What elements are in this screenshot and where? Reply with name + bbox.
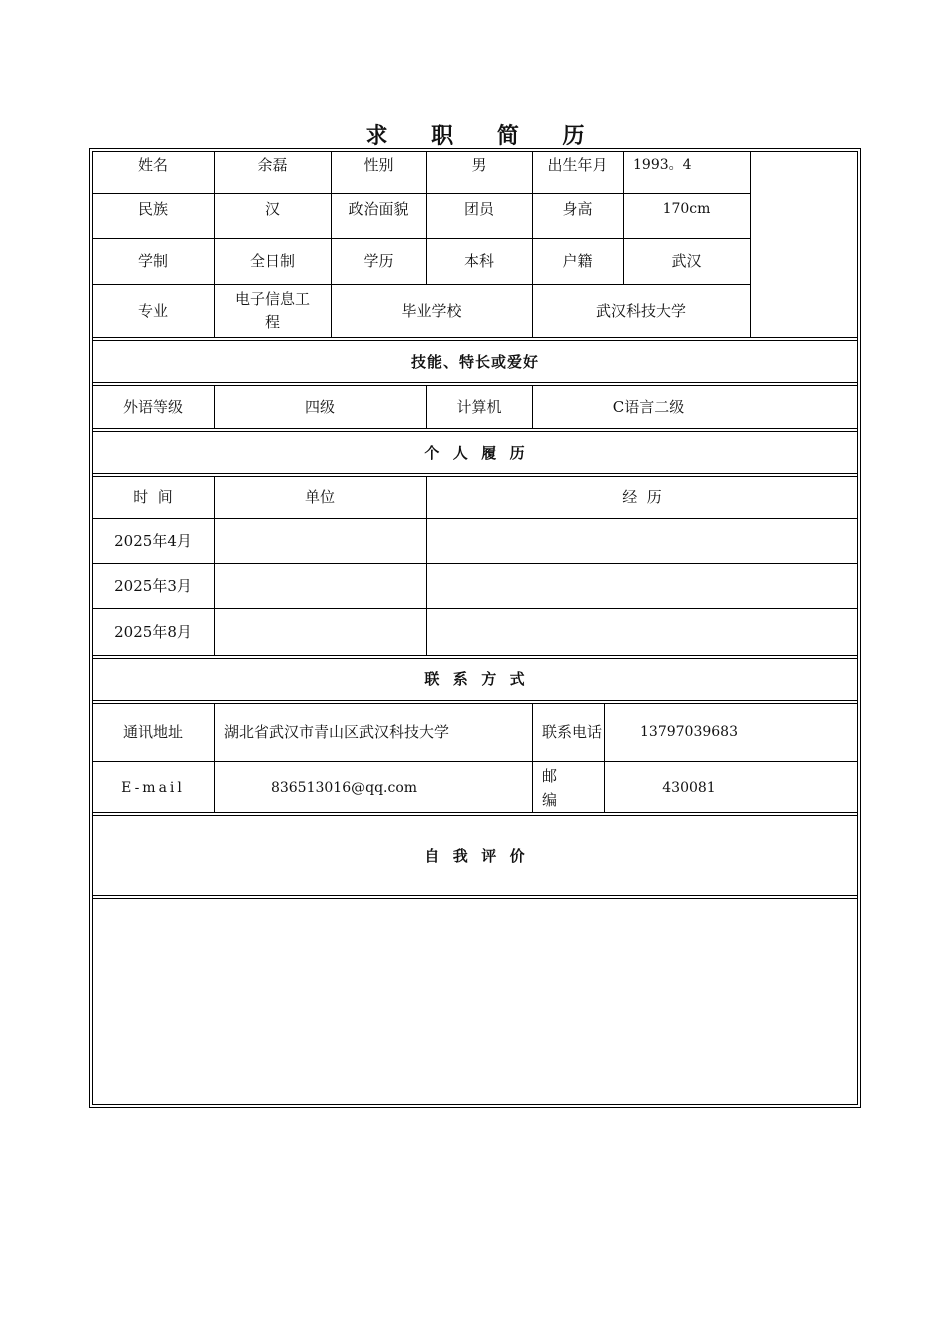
school-value: 武汉科技大学 — [595, 302, 686, 320]
page-title: 求 职 简 历 — [365, 123, 603, 149]
height-label: 身高 — [562, 200, 593, 218]
ethnicity-value: 汉 — [264, 200, 280, 218]
grid-line — [750, 151, 751, 338]
phone-value: 13797039683 — [640, 724, 738, 740]
experience-time: 2025年3月 — [114, 576, 192, 595]
experience-desc — [426, 563, 858, 608]
zip-label: 邮编 — [542, 766, 558, 809]
experience-unit — [214, 563, 426, 608]
schooling-value: 全日制 — [249, 252, 295, 270]
zip-value: 430081 — [662, 779, 716, 796]
gender-label: 性别 — [363, 156, 394, 174]
experience-unit — [214, 608, 426, 655]
experience-desc — [426, 608, 858, 655]
col-desc-header: 经 历 — [622, 488, 662, 506]
ethnicity-label: 民族 — [137, 200, 168, 218]
col-unit-header: 单位 — [304, 488, 335, 506]
self-eval-content — [92, 898, 858, 1104]
contact-heading: 联 系 方 式 — [424, 670, 526, 688]
email-label: E-mail — [121, 779, 185, 796]
political-value: 团员 — [463, 200, 494, 218]
experience-heading: 个 人 履 历 — [424, 443, 526, 462]
school-label: 毕业学校 — [401, 302, 462, 320]
hukou-label: 户籍 — [562, 252, 593, 270]
computer-label: 计算机 — [456, 398, 502, 416]
political-label: 政治面貌 — [348, 200, 409, 218]
language-value: 四级 — [304, 398, 335, 416]
col-time-header: 时 间 — [133, 488, 173, 506]
self-eval-heading: 自 我 评 价 — [424, 846, 526, 865]
schooling-label: 学制 — [137, 252, 168, 270]
name-label: 姓名 — [137, 156, 168, 174]
experience-unit — [214, 518, 426, 563]
language-label: 外语等级 — [122, 398, 183, 416]
education-label: 学历 — [363, 252, 394, 270]
major-label: 专业 — [137, 302, 168, 320]
address-label: 通讯地址 — [122, 723, 183, 741]
height-value: 170cm — [662, 201, 711, 217]
experience-time: 2025年8月 — [114, 622, 192, 641]
birth-value: 1993。4 — [633, 157, 692, 173]
email-value: 836513016@qq.com — [270, 779, 418, 796]
birth-label: 出生年月 — [547, 156, 608, 174]
address-value: 湖北省武汉市青山区武汉科技大学 — [224, 723, 450, 741]
experience-desc — [426, 518, 858, 563]
hukou-value: 武汉 — [671, 252, 702, 270]
experience-time: 2025年4月 — [114, 531, 192, 550]
gender-value: 男 — [471, 156, 487, 174]
education-value: 本科 — [463, 252, 494, 270]
name-value: 余磊 — [257, 156, 288, 174]
computer-value: C语言二级 — [612, 398, 685, 416]
major-value: 电子信息工程 — [234, 290, 310, 331]
skills-heading: 技能、特长或爱好 — [410, 352, 539, 371]
phone-label: 联系电话 — [542, 723, 603, 741]
